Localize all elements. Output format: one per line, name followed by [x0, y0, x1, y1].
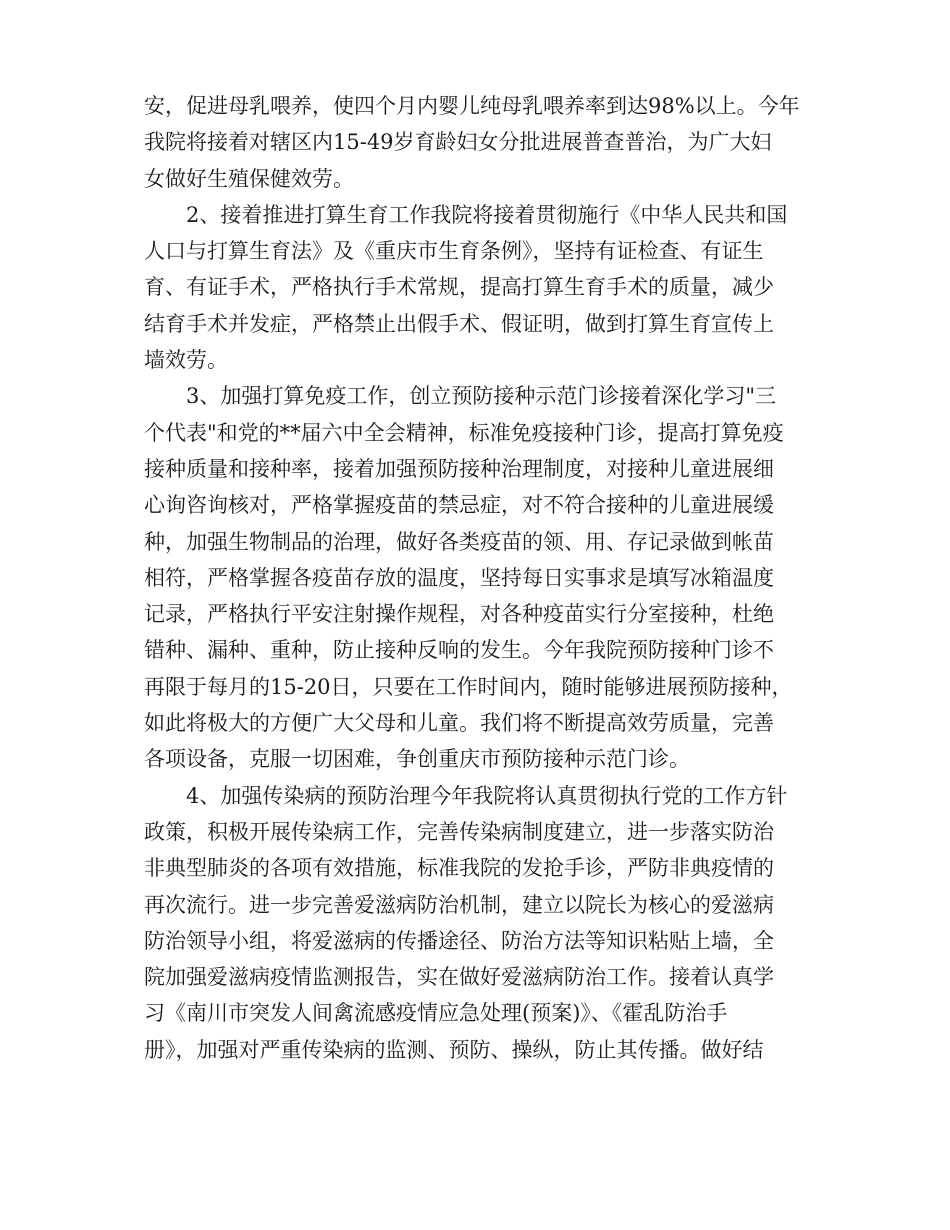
text-line: 女做好生殖保健效劳。	[144, 166, 354, 191]
text-line: 墙效劳。	[144, 348, 228, 373]
text-line: 再次流行。进一步完善爱滋病防治机制，建立以院长为核心的爱滋病	[144, 892, 774, 917]
text-line: 4、加强传染病的预防治理今年我院将认真贯彻执行党的工作方针	[144, 783, 788, 808]
text-line: 非典型肺炎的各项有效措施，标准我院的发抢手诊，严防非典疫情的	[144, 856, 774, 881]
text-line: 接种质量和接种率，接着加强预防接种治理制度，对接种儿童进展细	[144, 456, 774, 481]
text-line: 再限于每月的15-20日，只要在工作时间内，随时能够进展预防接种，	[144, 674, 793, 699]
text-line: 安，促进母乳喂养，使四个月内婴儿纯母乳喂养率到达98%以上。今年	[144, 94, 800, 118]
text-line: 院加强爱滋病疫情监测报告，实在做好爱滋病防治工作。接着认真学	[144, 965, 774, 990]
text-line: 3、加强打算免疫工作，创立预防接种示范门诊接着深化学习"三	[144, 384, 777, 409]
text-line: 政策，积极开展传染病工作，完善传染病制度建立，进一步落实防治	[144, 819, 774, 844]
text-line: 册》，加强对严重传染病的监测、预防、操纵，防止其传播。做好结	[144, 1037, 764, 1062]
text-line: 育、有证手术，严格执行手术常规，提高打算生育手术的质量，减少	[144, 275, 774, 300]
text-line: 心询咨询核对，严格掌握疫苗的禁忌症，对不符合接种的儿童进展缓	[144, 493, 774, 518]
text-line: 相符，严格掌握各疫苗存放的温度，坚持每日实事求是填写冰箱温度	[144, 565, 774, 590]
text-line: 习《南川市突发人间禽流感疫情应急处理(预案)》、《霍乱防治手	[144, 1001, 728, 1026]
text-line: 种，加强生物制品的治理，做好各类疫苗的领、用、存记录做到帐苗	[144, 529, 774, 554]
text-line: 记录，严格执行平安注射操作规程，对各种疫苗实行分室接种，杜绝	[144, 602, 774, 627]
text-line: 结育手术并发症，严格禁止出假手术、假证明，做到打算生育宣传上	[144, 311, 774, 336]
text-line: 个代表"和党的**届六中全会精神，标准免疫接种门诊，提高打算免疫	[144, 420, 784, 445]
document-body	[144, 88, 824, 1068]
text-line: 各项设备，克服一切困难，争创重庆市预防接种示范门诊。	[144, 747, 690, 772]
text-line: 错种、漏种、重种，防止接种反响的发生。今年我院预防接种门诊不	[144, 638, 774, 663]
text-line: 我院将接着对辖区内15-49岁育龄妇女分批进展普查普治，为广大妇	[144, 130, 772, 155]
text-line: 防治领导小组，将爱滋病的传播途径、防治方法等知识粘贴上墙，全	[144, 928, 774, 953]
text-line: 人口与打算生育法》及《重庆市生育条例》，坚持有证检查、有证生	[144, 239, 764, 264]
text-line: 如此将极大的方便广大父母和儿童。我们将不断提高效劳质量，完善	[144, 711, 774, 736]
text-line: 2、接着推进打算生育工作我院将接着贯彻施行《中华人民共和国	[144, 202, 788, 227]
